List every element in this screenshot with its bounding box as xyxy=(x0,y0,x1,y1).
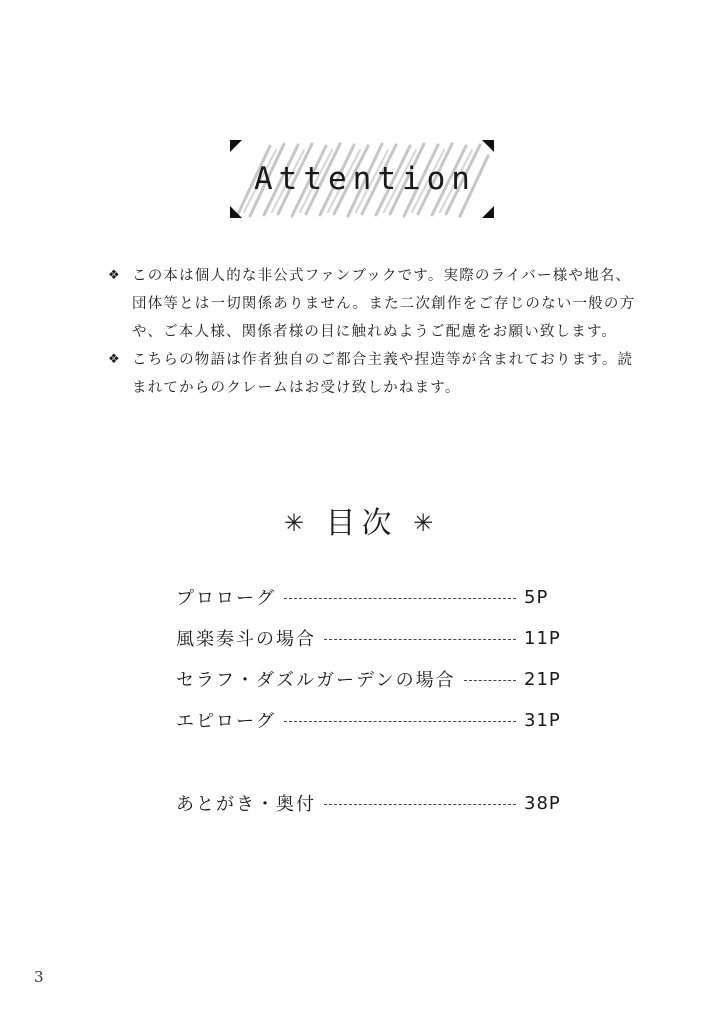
toc-entry-seraph[interactable] xyxy=(176,661,566,697)
toc-entry-kanato[interactable] xyxy=(176,620,566,656)
toc-entry-page: 5P xyxy=(524,586,549,608)
dotted-leader xyxy=(284,721,516,722)
toc-entry-prologue[interactable] xyxy=(176,579,566,615)
toc-entry-afterword[interactable] xyxy=(176,785,566,821)
toc-entry-label: エピローグ xyxy=(176,711,276,732)
note-text: こちらの物語は作者独自のご都合主義や捏造等が含まれております。読まれてからのクレームはお受け致しかねます。 xyxy=(132,352,634,396)
toc-entry-page: 31P xyxy=(524,709,561,731)
dotted-leader xyxy=(324,639,516,640)
toc-heading xyxy=(0,503,723,544)
note-text: この本は個人的な非公式ファンブックです。実際のライバー様や地名、団体等とは一切関係ありません。また二次創作をご存じのない一般の方や、ご本人様、関係者様の目に触れぬようご配慮をお願い致します。 xyxy=(132,268,636,340)
dotted-leader xyxy=(324,804,516,805)
toc-entry-epilogue[interactable] xyxy=(176,702,566,738)
toc-entry-label: 風楽奏斗の場合 xyxy=(176,629,316,650)
toc-entry-page: 38P xyxy=(524,792,561,814)
asterisk-ornament-icon: ✳ xyxy=(413,509,440,537)
attention-banner xyxy=(230,140,494,218)
note-item xyxy=(104,262,644,346)
diamond-bullet-icon: ❖ xyxy=(108,352,121,367)
page-number: 3 xyxy=(34,968,44,986)
toc-entry-page: 11P xyxy=(524,627,561,649)
toc-entry-page: 21P xyxy=(524,668,561,690)
toc-entry-label: あとがき・奥付 xyxy=(176,794,316,815)
dotted-leader xyxy=(284,598,516,599)
dotted-leader xyxy=(464,680,516,681)
asterisk-ornament-icon: ✳ xyxy=(283,509,310,537)
diamond-bullet-icon: ❖ xyxy=(108,268,121,283)
toc-heading-text: 目次 xyxy=(325,506,398,541)
toc-entry-label: セラフ・ダズルガーデンの場合 xyxy=(176,670,456,691)
attention-title: Attention xyxy=(254,161,476,197)
notes-list xyxy=(104,262,644,402)
toc-entry-label: プロローグ xyxy=(176,588,276,609)
note-item xyxy=(104,346,644,402)
